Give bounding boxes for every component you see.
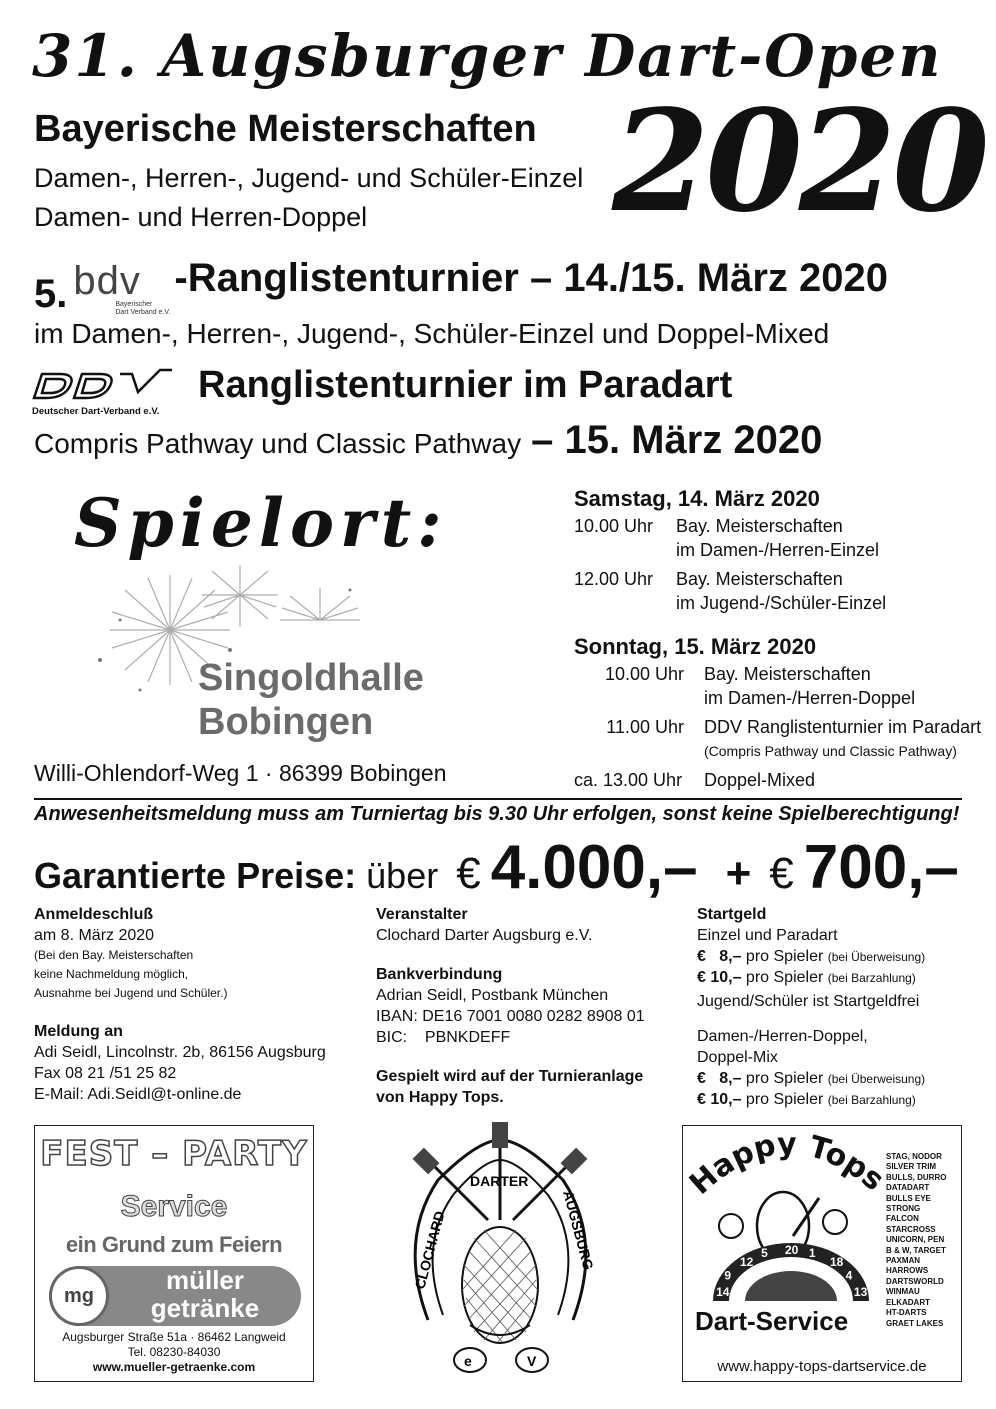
equipment-note-2: von Happy Tops. [376, 1089, 504, 1106]
organizer-heading: Veranstalter [376, 906, 468, 923]
sunday-heading: Sonntag, 15. März 2020 [574, 634, 817, 659]
prize-label: Garantierte Preise: [34, 855, 357, 896]
happy-tops-dart-service: Dart-Service [695, 1306, 849, 1336]
organizer-name: Clochard Darter Augsburg e.V. [376, 927, 593, 944]
happy-tops-title: Happy Tops [683, 1126, 891, 1202]
brand-item: HARROWS [886, 1266, 929, 1276]
brand-item: BULLS EYE [886, 1193, 931, 1203]
venue-name-line-1: Singoldhalle [198, 657, 424, 699]
brand-item: UNICORN, PEN [886, 1235, 945, 1245]
dartboard-number: 9 [724, 1268, 732, 1283]
saturday-heading: Samstag, 14. März 2020 [574, 486, 820, 511]
fee-text: pro Spieler [741, 948, 828, 965]
info-column-fees [697, 904, 925, 1110]
schedule-item [574, 715, 981, 763]
fee-amount: € 8,– [697, 1070, 742, 1087]
brand-item: GRAET LAKES [886, 1318, 944, 1328]
dartboard-number: 1 [808, 1246, 816, 1261]
schedule-desc-line-1: Bay. Meisterschaften [676, 516, 843, 536]
happy-tops-title-arc [683, 1127, 891, 1202]
bank-holder: Adrian Seidl, Postbank München [376, 987, 609, 1004]
darter-word-augsburg: AUGSBURG [560, 1188, 597, 1272]
venue-address: Willi-Ohlendorf-Weg 1 · 86399 Bobingen [34, 760, 447, 786]
mueller-phone: Tel. 08230-84030 [127, 1345, 221, 1359]
brand-item: STRONG [886, 1204, 921, 1214]
schedule-desc-line-1: Bay. Meisterschaften [676, 569, 843, 589]
mueller-website[interactable]: www.mueller-getraenke.com [92, 1360, 256, 1374]
darter-word-darter: DARTER [470, 1173, 529, 1189]
championship-doubles: Damen- und Herren-Doppel [34, 202, 368, 232]
fee-row [697, 1089, 925, 1110]
registration-address: Adi Seidl, Lincolnstr. 2b, 86156 Augsburg [34, 1044, 326, 1061]
brand-item: STARCROSS [886, 1224, 936, 1234]
brand-item: PAXMAN [886, 1256, 921, 1266]
brand-item: DATADART [886, 1183, 930, 1193]
championship-title: Bayerische Meisterschaften [34, 108, 537, 150]
ddv-title: Ranglistenturnier im Paradart [198, 364, 733, 406]
deadline-note-1: (Bei den Bay. Meisterschaften [34, 948, 194, 962]
info-column-organizer [376, 904, 645, 1108]
dartboard-number: 18 [830, 1254, 844, 1269]
info-column-registration [34, 904, 326, 1105]
dartboard-number: 12 [740, 1254, 754, 1269]
bdv-ranking-heading [34, 256, 888, 317]
ad-mueller-getraenke [34, 1125, 314, 1382]
darter-e: e [464, 1353, 472, 1369]
mueller-contact [35, 1330, 313, 1375]
bank-iban: IBAN: DE16 7001 0080 0282 8908 01 [376, 1008, 645, 1025]
venue-name-line-2: Bobingen [198, 701, 374, 743]
deadline-note-2: keine Nachmeldung möglich, [34, 967, 189, 981]
brand-item: BULLS, DURRO [886, 1172, 947, 1182]
ddv-pathways: Compris Pathway und Classic Pathway [34, 428, 522, 459]
deadline-note-3: Ausnahme bei Jugend und Schüler.) [34, 986, 228, 1000]
schedule-time: ca. 13.00 Uhr [574, 770, 683, 790]
prize-line [34, 832, 959, 903]
schedule-desc-line-2: im Damen-/Herren-Einzel [676, 540, 880, 560]
schedule-sunday [574, 634, 981, 792]
bdv-logo-letters: bdv [73, 259, 141, 303]
registration-heading: Meldung an [34, 1023, 123, 1040]
fee-text: pro Spieler [741, 1070, 828, 1087]
ad-slogan: ein Grund zum Feiern [65, 1232, 283, 1257]
fee-amount: € 10,– [697, 969, 742, 986]
schedule-saturday [574, 486, 886, 615]
ddv-subline [34, 418, 822, 463]
prize-amount-main: 4.000,– [490, 833, 698, 902]
ad-fest-party: FEST – PARTY [40, 1134, 308, 1174]
ad-happy-tops [682, 1125, 962, 1382]
ddv-logo-caption: Deutscher Dart-Verband e.V. [32, 406, 160, 417]
mueller-logo-text [115, 1266, 295, 1322]
mueller-address: Augsburger Straße 51a · 86462 Langweid [62, 1330, 286, 1344]
prize-plus: + [725, 849, 752, 898]
ddv-date: – 15. März 2020 [531, 418, 823, 462]
fee-amount: € 10,– [697, 1091, 742, 1108]
dartboard-number: 5 [761, 1246, 768, 1261]
fee-text: pro Spieler [741, 1091, 828, 1108]
fee-doubles-label-2: Doppel-Mix [697, 1049, 778, 1066]
schedule-time: 10.00 Uhr [604, 664, 684, 684]
schedule-time: 11.00 Uhr [606, 717, 684, 737]
schedule-desc-line-2: im Jugend-/Schüler-Einzel [676, 593, 887, 613]
brand-item: HT-DARTS [886, 1308, 927, 1318]
bank-bic: BIC: PBNKDEFF [376, 1029, 511, 1046]
schedule-item [574, 514, 886, 562]
darter-v: V [527, 1353, 537, 1369]
brand-list [886, 1152, 946, 1329]
dartboard-number: 4 [845, 1268, 853, 1283]
schedule-desc-line-1: Doppel-Mixed [704, 770, 816, 790]
clochard-darter-logo [398, 1120, 603, 1385]
championship-categories: Damen-, Herren-, Jugend- und Schüler-Einzel [34, 163, 584, 193]
registration-email[interactable]: E-Mail: Adi.Seidl@t-online.de [34, 1086, 242, 1103]
ddv-logo [32, 366, 182, 418]
divider [34, 798, 962, 800]
schedule-desc [676, 567, 886, 615]
deadline-date: am 8. März 2020 [34, 927, 155, 944]
bdv-logo [73, 261, 170, 317]
fee-heading: Startgeld [697, 906, 767, 923]
bdv-logo-caption-1: Bayerischer [115, 301, 153, 308]
mueller-logo-line-2: getränke [150, 1293, 260, 1323]
schedule-item [574, 662, 981, 710]
bdv-logo-caption-2: Dart Verband e.V. [115, 309, 171, 316]
attendance-notice: Anwesenheitsmeldung muss am Turniertag bis 9.30 Uhr erfolgen, sonst keine Spielberechtigung! [34, 803, 960, 825]
ranking-categories: im Damen-, Herren-, Jugend-, Schüler-Einzel und Doppel-Mixed [34, 318, 830, 349]
schedule-desc [704, 768, 815, 792]
event-title: 31. Augsburger Dart-Open [32, 22, 943, 90]
ranking-title: -Ranglistenturnier – 14./15. März 2020 [174, 256, 888, 300]
schedule-time: 10.00 Uhr [574, 516, 654, 536]
fee-note: (bei Überweisung) [827, 1072, 926, 1086]
schedule-time: 12.00 Uhr [574, 569, 654, 589]
euro-sign: € [769, 849, 794, 898]
mg-logo-circle: mg [49, 1266, 109, 1326]
brand-item: DARTSWORLD [886, 1276, 944, 1286]
schedule-desc [676, 514, 879, 562]
mueller-logo-line-1: müller [165, 1265, 245, 1295]
fee-row [697, 967, 925, 988]
schedule-item [574, 768, 981, 792]
schedule-desc-line-1: Bay. Meisterschaften [704, 664, 871, 684]
venue-name [198, 656, 424, 744]
fee-text: pro Spieler [741, 969, 828, 986]
brand-item: B & W, TARGET [886, 1245, 946, 1255]
fee-row [697, 946, 925, 967]
brand-item: WINMAU [886, 1287, 920, 1297]
deadline-heading: Anmeldeschluß [34, 906, 154, 923]
venue-label: Spielort: [74, 484, 448, 562]
fee-row [697, 1068, 925, 1089]
event-year: 2020 [612, 80, 986, 244]
youth-free-note: Jugend/Schüler ist Startgeldfrei [697, 993, 920, 1010]
prize-amount-extra: 700,– [803, 833, 959, 902]
dartboard-number: 13 [853, 1285, 868, 1300]
fee-singles-label: Einzel und Paradart [697, 927, 838, 944]
fee-note: (bei Barzahlung) [827, 971, 916, 985]
bank-heading: Bankverbindung [376, 966, 503, 983]
ad-service: Service [120, 1190, 228, 1223]
schedule-desc-line-1: DDV Ranglistenturnier im Paradart [704, 717, 982, 737]
euro-sign: € [456, 849, 481, 898]
fee-note: (bei Barzahlung) [827, 1093, 916, 1107]
schedule-desc [704, 715, 981, 763]
brand-item: FALCON [886, 1214, 919, 1224]
registration-fax: Fax 08 21 /51 25 82 [34, 1065, 177, 1082]
brand-item: SILVER TRIM [886, 1162, 937, 1172]
schedule-desc-line-2: im Damen-/Herren-Doppel [704, 688, 916, 708]
prize-over: über [366, 855, 439, 896]
darter-word-clochard: CLOCHARD [411, 1209, 448, 1291]
dartboard-number: 14 [716, 1285, 730, 1300]
brand-item: ELKADART [886, 1297, 930, 1307]
schedule-desc-line-2: (Compris Pathway und Classic Pathway) [704, 743, 957, 759]
equipment-note-1: Gespielt wird auf der Turnieranlage [376, 1068, 644, 1085]
schedule-desc [704, 662, 915, 710]
fee-note: (bei Überweisung) [827, 950, 926, 964]
happy-tops-website[interactable]: www.happy-tops-dartservice.de [717, 1358, 927, 1375]
brand-item: STAG, NODOR [886, 1152, 942, 1161]
schedule-item [574, 567, 886, 615]
dartboard-number: 20 [785, 1243, 799, 1257]
fee-amount: € 8,– [697, 948, 742, 965]
fee-doubles-label-1: Damen-/Herren-Doppel, [697, 1028, 868, 1045]
ranking-number: 5. [34, 272, 68, 316]
